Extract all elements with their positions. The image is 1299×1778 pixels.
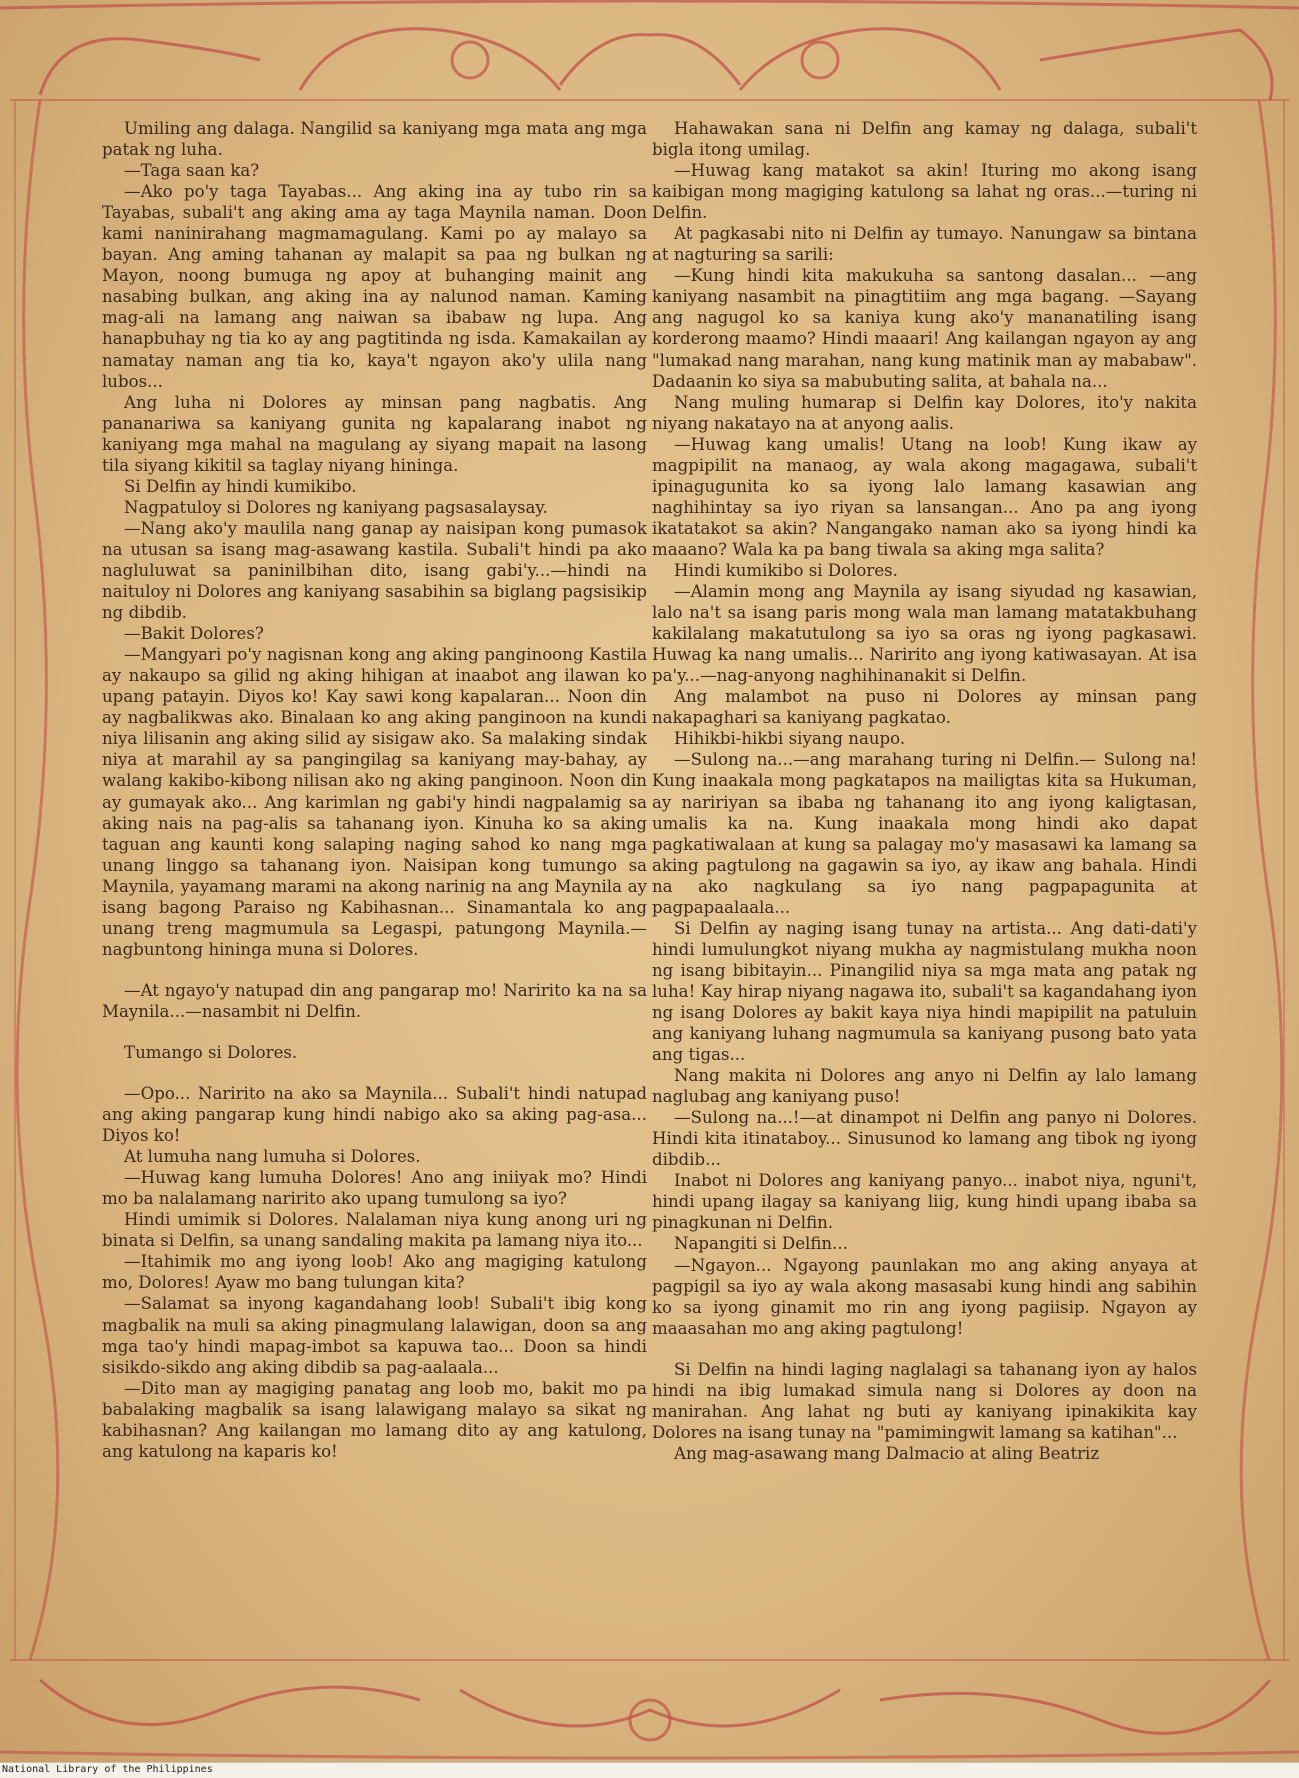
- paragraph: —Taga saan ka?: [124, 161, 260, 181]
- paragraph: Ang malambot na puso ni Dolores ay minsan pang nakapaghari sa kaniyang pagkatao.: [652, 687, 1197, 728]
- paragraph: —Itahimik mo ang iyong loob! Ako ang magiging katulong mo, Dolores! Ayaw mo bang tulungan kita?: [102, 1252, 647, 1293]
- paragraph: Si Delfin ay naging isang tunay na artista... Ang dati-dati'y hindi lumulungkot niyang mukha ay nagmistulang mukha noon ng isang bibitayin... Pinangilid niya sa mga mata ang patak ng luha! Kay hirap niyang nagawa ito, subali't sa kagandahang iyon ng isang Dolores ay bakit kaya niya hindi mapipilit na patuluin ang kaniyang luhang nagmumula sa kaniyang pusong bato yata ang tigas...: [652, 918, 1197, 1065]
- paragraph: —Dito man ay magiging panatag ang loob mo, bakit mo pa babalaking magbalik sa isang lalawigang malayo sa sikat ng kabihasnan? Ang kailangan mo lamang dito ay ang katulong, ang katulong na kaparis ko!: [102, 1378, 647, 1461]
- paragraph: —Sulong na...!—at dinampot ni Delfin ang panyo ni Dolores. Hindi kita itinataboy... Sinusunod ko lamang ang tibok ng iyong dibdib...: [652, 1108, 1197, 1170]
- footer-bar: [0, 1762, 1299, 1778]
- ornamental-top-border: [0, 0, 1299, 110]
- footer-credit: National Library of the Philippines: [2, 1764, 213, 1775]
- left-text-column: [102, 118, 647, 1462]
- paragraph: —At ngayo'y natupad din ang pangarap mo! Naririto ka na sa Maynila...—nasambit ni Delfin.: [102, 980, 647, 1021]
- ornamental-right-border: [1239, 100, 1299, 1660]
- paragraph: —Huwag kang umalis! Utang na loob! Kung ikaw ay magpipilit na manaog, ay wala akong magagawa, subali't ipinagugunita ko sa iyong lalo lamang kasawian ang naghihintay sa iyo riyan sa lansangan... Ano pa ang iyong ikatatakot sa akin? Nangangako naman ako sa iyong hindi ka maaano? Wala ka pa bang tiwala sa aking mga salita?: [652, 434, 1197, 559]
- paragraph: —Salamat sa inyong kagandahang loob! Subali't ibig kong magbalik na muli sa aking pinagmulang lalawigan, doon sa ang mga tao'y hindi mapag-imbot sa kapuwa tao... Doon sa hindi sisikdo-sikdo ang aking dibdib sa pag-aalaala...: [102, 1294, 647, 1377]
- paragraph: —Huwag kang lumuha Dolores! Ano ang iniiyak mo? Hindi mo ba nalalamang naririto ako upang tumulong sa iyo?: [102, 1168, 647, 1209]
- paragraph: Nang muling humarap si Delfin kay Dolores, ito'y nakita niyang nakatayo na at anyong aalis.: [652, 392, 1197, 433]
- ornamental-left-border: [0, 100, 60, 1660]
- paragraph: —Bakit Dolores?: [124, 624, 264, 644]
- paragraph: —Huwag kang matakot sa akin! Ituring mo akong isang kaibigan mong magiging katulong sa lahat ng oras...—turing ni Delfin.: [652, 161, 1197, 223]
- paragraph: Hahawakan sana ni Delfin ang kamay ng dalaga, subali't bigla itong umilag.: [652, 119, 1197, 160]
- paragraph: Napangiti si Delfin...: [674, 1234, 848, 1254]
- paragraph: —Sulong na...—ang marahang turing ni Delfin.— Sulong na! Kung inaakala mong pagkatapos na mailigtas kita sa Hukuman, ay naririyan sa ibaba ng tahanang ito ang iyong kaligtasan, umalis ka na. Kung inaakala mong hindi ako dapat pagkatiwalaan at kung sa palagay mo'y masasawi ka lamang sa aking pagtulong na gagawin sa iyo, ay ikaw ang bahala. Hindi na ako nagkulang sa iyo nang pagpapagunita at pagpapaalaala...: [652, 750, 1197, 917]
- paragraph: Si Delfin na hindi laging naglalagi sa tahanang iyon ay halos hindi na ibig lumakad simula nang si Dolores ay doon na manirahan. Ang lahat ng buti ay kaniyang ipinakikita kay Dolores na isang tunay na "pamimingwit lamang sa katihan"...: [652, 1359, 1197, 1442]
- paragraph: Ang luha ni Dolores ay minsan pang nagbatis. Ang pananariwa sa kaniyang gunita ng kapalarang inabot ng kaniyang mga mahal na magulang ay siyang mapait na lasong tila siyang kikitil sa taglay niyang hininga.: [102, 392, 647, 475]
- paragraph: Tumango si Dolores.: [124, 1042, 298, 1062]
- paragraph: Hindi kumikibo si Dolores.: [674, 560, 898, 580]
- paragraph: —Kung hindi kita makukuha sa santong dasalan... —ang kaniyang nasambit na pinagtitiim ang mga bagang. —Sayang ang nagugol ko sa kaniya kung ako'y mananatiling isang korderong maamo? Hindi maaari! Ang kailangan ngayon ay ang "lumakad nang marahan, nang kung matinik man ay mababaw". Dadaanin ko siya sa mabubuting salita, at bahala na...: [652, 266, 1197, 391]
- right-text-column: [652, 118, 1197, 1464]
- paragraph: —Nang ako'y maulila nang ganap ay naisipan kong pumasok na utusan sa isang mag-asawang kastila. Subali't hindi pa ako nagluluwat sa paninilbihan dito, isang gabi'y...—hindi na naituloy ni Dolores ang kaniyang sasabihin sa biglang pagsisikip ng dibdib.: [102, 518, 647, 623]
- paragraph: —Alamin mong ang Maynila ay isang siyudad ng kasawian, lalo na't sa isang paris mong wala man lamang matatakbuhang kakilalang makatutulong sa iyo sa oras ng iyong pagkasawi. Huwag ka nang umalis... Naririto ang iyong katiwasayan. At isa pa'y...—nag-anyong naghihinanakit si Delfin.: [652, 582, 1197, 686]
- paragraph: Umiling ang dalaga. Nangilid sa kaniyang mga mata ang mga patak ng luha.: [102, 119, 647, 160]
- paragraph: —Ngayon... Ngayong paunlakan mo ang aking anyaya at pagpigil sa iyo ay wala akong masasabi kung hindi ang sabihin ko sa iyong ginamit mo rin ang iyong pagiisip. Ngayon ay maaasahan mo ang aking pagtulong!: [652, 1255, 1197, 1338]
- paragraph: Inabot ni Dolores ang kaniyang panyo... inabot niya, nguni't, hindi upang ilagay sa kaniyang liig, kung hindi upang ibaba sa pinagkunan ni Delfin.: [652, 1171, 1197, 1233]
- ornamental-bottom-border: [0, 1640, 1299, 1760]
- paragraph: —Mangyari po'y nagisnan kong ang aking panginoong Kastila ay nakaupo sa gilid ng aking hihigan at inaabot ang ilawan ko upang patayin. Diyos ko! Kay sawi kong kapalaran... Noon din ay nagbalikwas ako. Binalaan ko ang aking panginoon na kundi niya lilisanin ang aking silid ay sisigaw ako. Sa malaking sindak niya at marahil ay sa pangingilag sa kaniyang may-bahay, ay walang kakibo-kibong nilisan ako ng aking panginoon. Noon din ay gumayak ako... Ang karimlan ng gabi'y hindi nagpalamig sa aking nais na pag-alis sa tahanang iyon. Kinuha ko sa aking taguan ang kaunti kong salaping naging sahod ko nang mga unang linggo sa tahanang iyon. Naisipan kong tumungo sa Maynila, yayamang marami na akong narinig na ang Maynila ay isang bagong Paraiso ng Kabihasnan... Sinamantala ko ang unang treng magmumula sa Legaspi, patungong Maynila.—nagbuntong hininga muna si Dolores.: [102, 645, 647, 959]
- paragraph: At lumuha nang lumuha si Dolores.: [124, 1147, 421, 1167]
- paragraph: Nang makita ni Dolores ang anyo ni Delfin ay lalo lamang naglubag ang kaniyang puso!: [652, 1066, 1197, 1107]
- paragraph: Hihikbi-hikbi siyang naupo.: [674, 729, 906, 749]
- paragraph: Nagpatuloy si Dolores ng kaniyang pagsasalaysay.: [124, 497, 548, 517]
- paragraph: Hindi umimik si Dolores. Nalalaman niya kung anong uri ng binata si Delfin, sa unang sandaling makita pa lamang niya ito...: [102, 1210, 647, 1251]
- paragraph: Ang mag-asawang mang Dalmacio at aling Beatriz: [674, 1443, 1100, 1463]
- paragraph: —Ako po'y taga Tayabas... Ang aking ina ay tubo rin sa Tayabas, subali't ang aking ama ay taga Maynila naman. Doon kami naninirahang magmamagulang. Kami po ay malayo sa bayan. Ang aming tahanan ay malapit sa paa ng bulkan ng Mayon, noong bumuga ng apoy at buhanging mainit ang nasabing bulkan, ang aking ina ay nalunod naman. Kaming mag-ali na lamang ang naiwan sa ibabaw ng lupa. Ang hanapbuhay ng tia ko ay ang pagtitinda ng isda. Kamakailan ay namatay naman ang tia ko, kaya't ngayon ako'y ulila nang lubos...: [102, 182, 647, 391]
- paragraph: —Opo... Naririto na ako sa Maynila... Subali't hindi natupad ang aking pangarap kung hindi nabigo ako sa aking pag-asa... Diyos ko!: [102, 1084, 647, 1146]
- paragraph: Si Delfin ay hindi kumikibo.: [124, 476, 357, 496]
- paragraph: At pagkasabi nito ni Delfin ay tumayo. Nanungaw sa bintana at nagturing sa sarili:: [652, 224, 1197, 265]
